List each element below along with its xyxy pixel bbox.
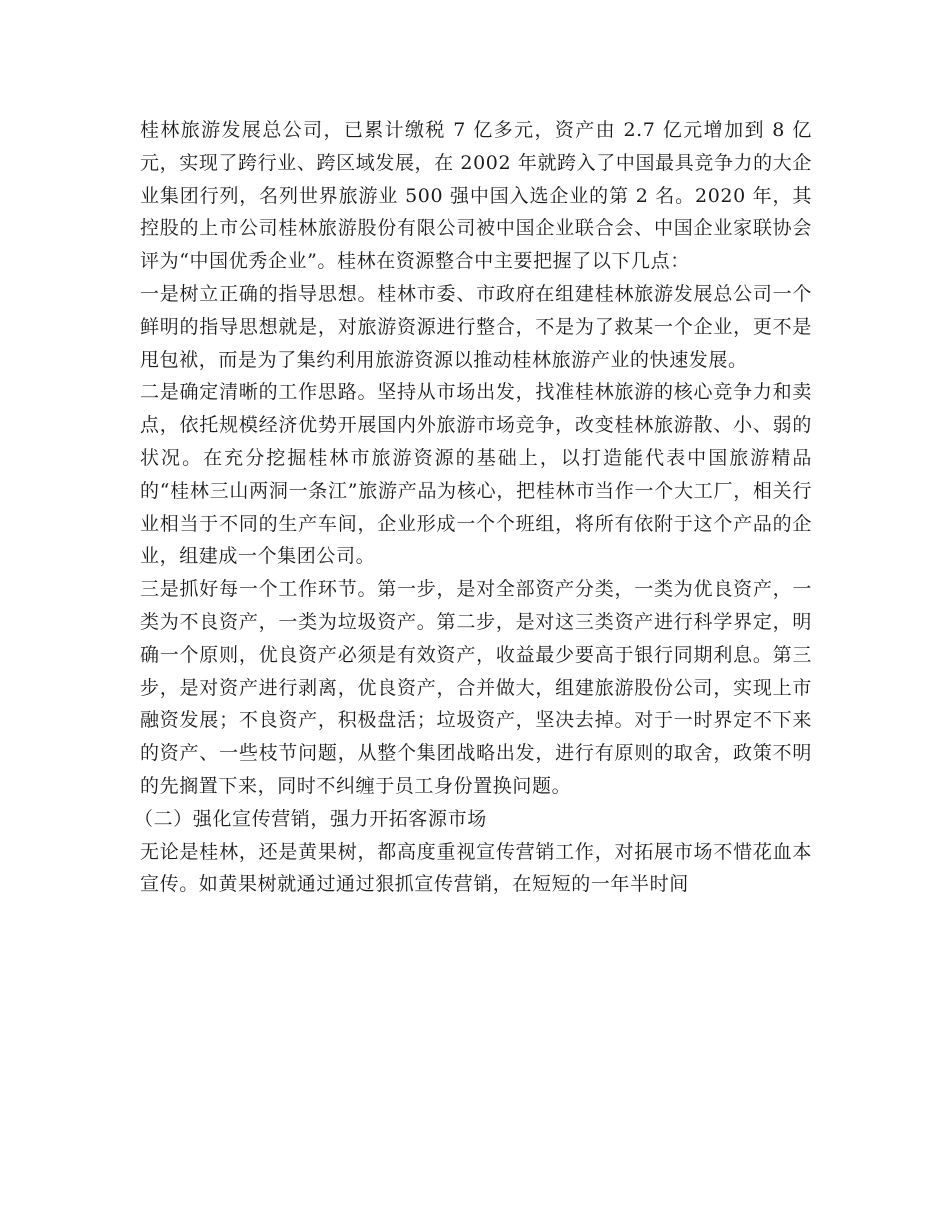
body-paragraph-marketing: 无论是桂林，还是黄果树，都高度重视宣传营销工作，对拓展市场不惜花血本宣传。如黄果树就通过通过狠抓宣传营销，在短短的一年半时间 bbox=[140, 840, 812, 896]
section-heading: （二）强化宣传营销，强力开拓客源市场 bbox=[134, 807, 487, 830]
document-page bbox=[134, 114, 812, 901]
body-paragraph-work-steps: 三是抓好每一个工作环节。第一步，是对全部资产分类，一类为优良资产，一类为不良资产，一类为垃圾资产。第二步，是对这三类资产进行科学界定，明确一个原则，优良资产必须是有效资产，收益最少要高于银行同期利息。第三步，是对资产进行剥离，优良资产，合并做大，组建旅游股份公司，实现上市融资发展；不良资产，积极盘活；垃圾资产，坚决去掉。对于一时界定不下来的资产、一些枝节问题，从整个集团战略出发，进行有原则的取舍，政策不明的先搁置下来，同时不纠缠于员工身份置换问题。 bbox=[140, 578, 812, 797]
body-paragraph-guiding-idea: 一是树立正确的指导思想。桂林市委、市政府在组建桂林旅游发展总公司一个鲜明的指导思想就是，对旅游资源进行整合，不是为了救某一个企业，更不是甩包袱，而是为了集约利用旅游资源以推动桂林旅游产业的快速发展。 bbox=[140, 282, 812, 371]
body-paragraph-work-approach: 二是确定清晰的工作思路。坚持从市场出发，找准桂林旅游的核心竞争力和卖点，依托规模经济优势开展国内外旅游市场竞争，改变桂林旅游散、小、弱的状况。在充分挖掘桂林市旅游资源的基础上，以打造能代表中国旅游精品的“桂林三山两洞一条江”旅游产品为核心，把桂林市当作一个大工厂，相关行业相当于不同的生产车间，企业形成一个个班组，将所有依附于这个产品的企业，组建成一个集团公司。 bbox=[140, 381, 812, 568]
body-paragraph-assets: 桂林旅游发展总公司，已累计缴税 7 亿多元，资产由 2.7 亿元增加到 8 亿元，实现了跨行业、跨区域发展，在 2002 年就跨入了中国最具竞争力的大企业集团行列，名列世界旅游业 500 强中国入选企业的第 2 名。2020 年，其控股的上市公司桂林旅游股份有限公司被中国企业联合会、中国企业家联协会评为“中国优秀企业”。桂林在资源整合中主要把握了以下几点： bbox=[140, 119, 812, 273]
